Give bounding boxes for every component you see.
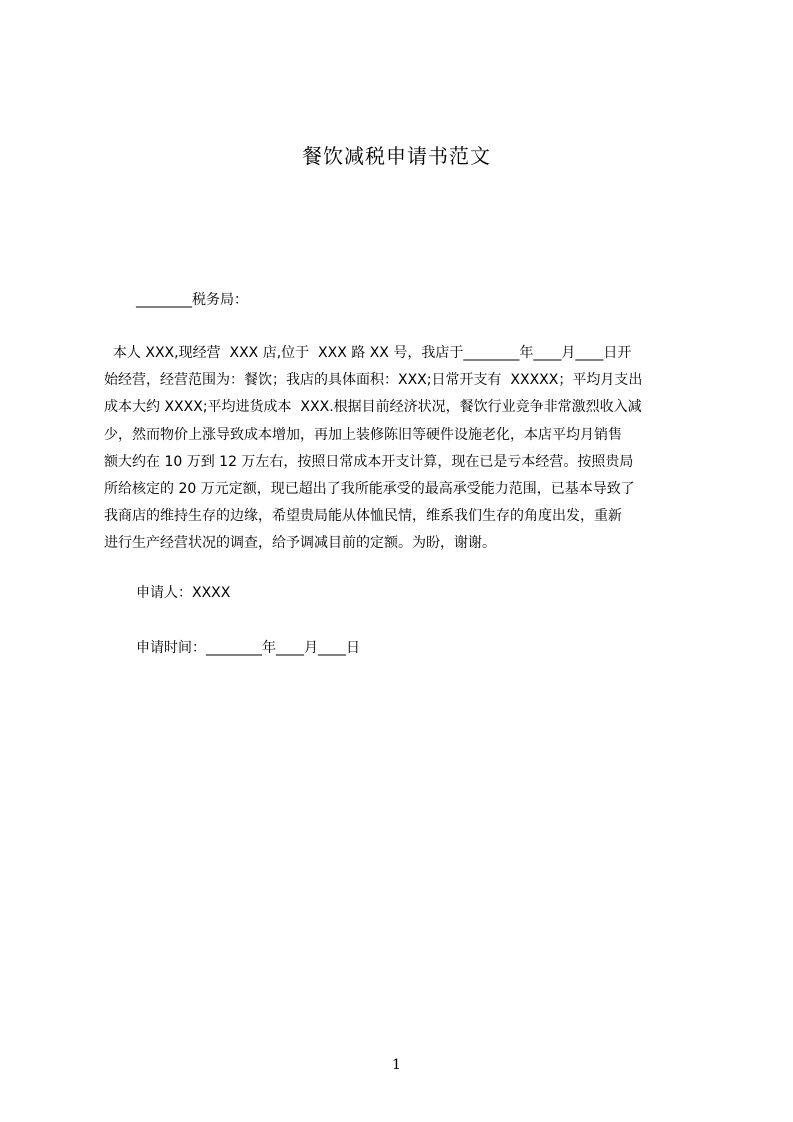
salutation: ________税务局： xyxy=(136,292,248,308)
applicant-line: 申请人：XXXX xyxy=(136,585,231,601)
document-title: 餐饮减税申请书范文 xyxy=(302,144,491,168)
body-line: 本人 XXX,现经营 XXX 店,位于 XXX 路 XX 号，我店于________年____月____日开 xyxy=(104,345,632,361)
body-line: 额大约在 10 万到 12 万左右，按照日常成本开支计算，现在已是亏本经营。按照贵局 xyxy=(104,453,634,470)
body-line: 始经营，经营范围为：餐饮；我店的具体面积：XXX;日常开支有 XXXXX；平均月支出 xyxy=(104,372,643,389)
body-line: 所给核定的 20 万元定额，现已超出了我所能承受的最高承受能力范围，已基本导致了 xyxy=(104,480,635,497)
body-line: 成本大约 XXXX;平均进货成本 XXX.根据目前经济状况，餐饮行业竞争非常激烈收入减 xyxy=(104,399,642,416)
body-paragraph xyxy=(104,340,700,558)
body-line: 进行生产经营状况的调查，给予调减目前的定额。为盼，谢谢。 xyxy=(104,535,496,552)
body-line: 少，然而物价上涨导致成本增加，再加上装修陈旧等硬件设施老化，本店平均月销售 xyxy=(104,426,622,443)
body-line: 我商店的维持生存的边缘，希望贵局能从体恤民情，维系我们生存的角度出发，重新 xyxy=(104,508,622,525)
page-number: 1 xyxy=(392,1057,401,1073)
application-date-line: 申请时间：________年____月____日 xyxy=(136,640,360,656)
